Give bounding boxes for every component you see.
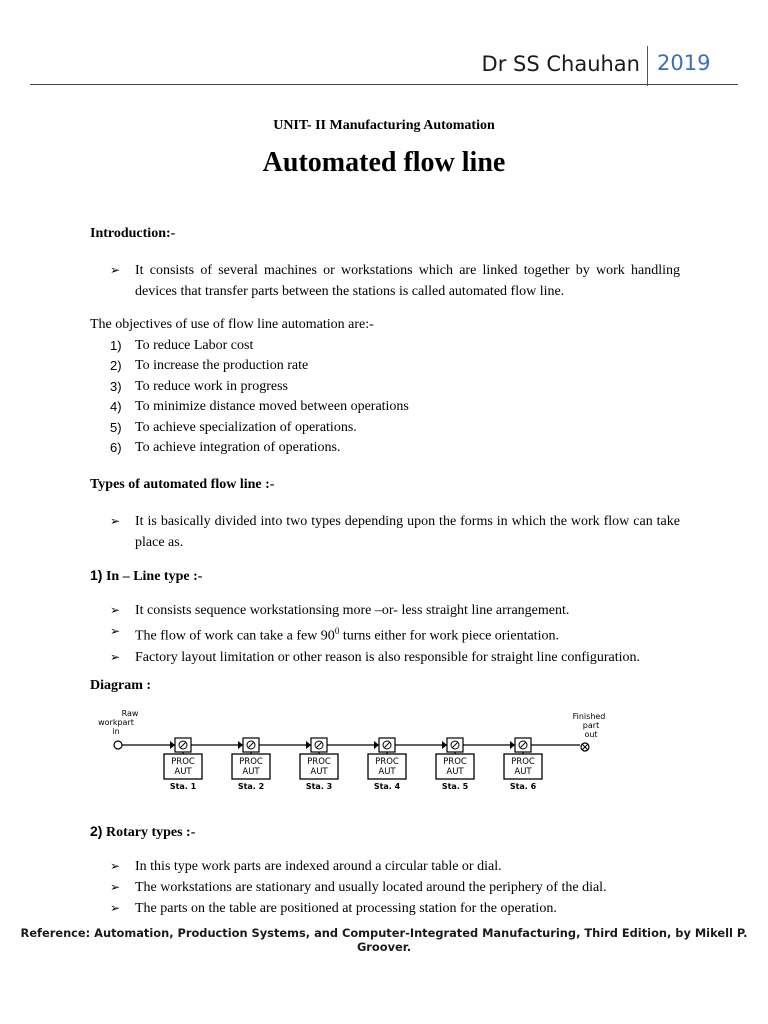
station-box-text: AUT (242, 767, 260, 777)
raw-input-node (114, 741, 122, 749)
flow-arrow (510, 741, 515, 749)
station-box-text: AUT (310, 767, 328, 777)
list-item: ➢ It consists of several machines or workstations which are linked together by work handling devices that transfer parts between the stations is called automated flow line. (110, 260, 680, 302)
arrow-bullet-icon: ➢ (110, 624, 121, 638)
arrow-bullet-icon: ➢ (110, 901, 121, 915)
station-box-text: PROC (239, 757, 263, 767)
list-item: 4) To minimize distance moved between operations (110, 399, 409, 415)
list-item: ➢ In this type work parts are indexed around a circular table or dial. (110, 856, 680, 877)
station-box-text: PROC (307, 757, 331, 767)
list-item: 5) To achieve specialization of operations. (110, 419, 357, 435)
raw-label-line1: Raw (121, 709, 139, 718)
raw-label-line2: workpart (98, 718, 134, 727)
flow-arrow (374, 741, 379, 749)
rotary-heading: 2) Rotary types :- (90, 823, 196, 840)
diagram-heading: Diagram : (90, 678, 152, 693)
introduction-bullets (110, 260, 680, 302)
types-heading: Types of automated flow line :- (90, 477, 275, 492)
header-divider (647, 46, 648, 86)
arrow-bullet-icon: ➢ (110, 649, 121, 664)
station-label: Sta. 3 (305, 782, 333, 791)
inline-bullets (110, 600, 680, 668)
list-item: ➢ The flow of work can take a few $90^0$ turns either for work piece orientation. (110, 621, 680, 647)
list-item: ➢ It consists sequence workstationsing more –or- less straight line arrangement. (110, 600, 680, 621)
finished-label-line1: Finished (572, 712, 606, 721)
arrow-bullet-icon: ➢ (110, 603, 121, 617)
finished-label-line2: part (582, 721, 600, 730)
header-year: 2019 (657, 51, 711, 75)
list-item: 3) To reduce work in progress (110, 378, 288, 394)
list-item: ➢ It is basically divided into two types depending upon the forms in which the work flow can take place as. (110, 511, 680, 553)
list-item: 1) To reduce Labor cost (110, 338, 254, 353)
reference-footer: Reference: Automation, Production Systems, and Computer-Integrated Manufacturing, Third Edition, by Mikell P. Groover. (20, 926, 748, 954)
flow-arrow (238, 741, 243, 749)
station-box-text: PROC (443, 757, 467, 767)
objectives-list (110, 336, 670, 458)
station-box-text: PROC (375, 757, 399, 767)
flow-arrow (442, 741, 447, 749)
list-item: 6) To achieve integration of operations. (110, 440, 341, 456)
header-author: Dr SS Chauhan (481, 52, 640, 76)
finished-label-line3: out (584, 730, 598, 739)
list-item: 2) To increase the production rate (110, 358, 309, 374)
stations-group (164, 738, 542, 791)
station-box-text: AUT (174, 767, 192, 777)
list-item: ➢ The workstations are stationary and usually located around the periphery of the dial. (110, 877, 680, 898)
inline-heading: 1) In – Line type :- (90, 567, 203, 584)
flow-arrow (170, 741, 175, 749)
station-box-text: AUT (378, 767, 396, 777)
arrow-bullet-icon: ➢ (110, 263, 121, 277)
introduction-heading: Introduction:- (90, 226, 176, 241)
objectives-intro: The objectives of use of flow line automation are:- (90, 317, 374, 332)
page-title: Automated flow line (262, 147, 506, 178)
list-item: ➢ The parts on the table are positioned at processing station for the operation. (110, 898, 680, 919)
station-box-text: PROC (511, 757, 535, 767)
station-label: Sta. 1 (169, 782, 197, 791)
unit-title: UNIT- II Manufacturing Automation (273, 118, 495, 133)
rotary-bullets (110, 856, 680, 919)
station-label: Sta. 6 (509, 782, 537, 791)
raw-label-line3: in (112, 727, 120, 736)
station-box-text: AUT (446, 767, 464, 777)
header-rule (30, 84, 738, 85)
arrow-bullet-icon: ➢ (110, 514, 121, 528)
arrow-bullet-icon: ➢ (110, 880, 121, 894)
station-label: Sta. 2 (237, 782, 265, 791)
flow-line-diagram (88, 704, 628, 796)
station-label: Sta. 4 (373, 782, 401, 791)
station-box-text: PROC (171, 757, 195, 767)
flow-arrow (306, 741, 311, 749)
types-bullets (110, 511, 680, 553)
station-label: Sta. 5 (441, 782, 469, 791)
station-box-text: AUT (514, 767, 532, 777)
list-item: ➢ Factory layout limitation or other reason is also responsible for straight line configuration. (110, 647, 680, 668)
arrow-bullet-icon: ➢ (110, 859, 121, 873)
